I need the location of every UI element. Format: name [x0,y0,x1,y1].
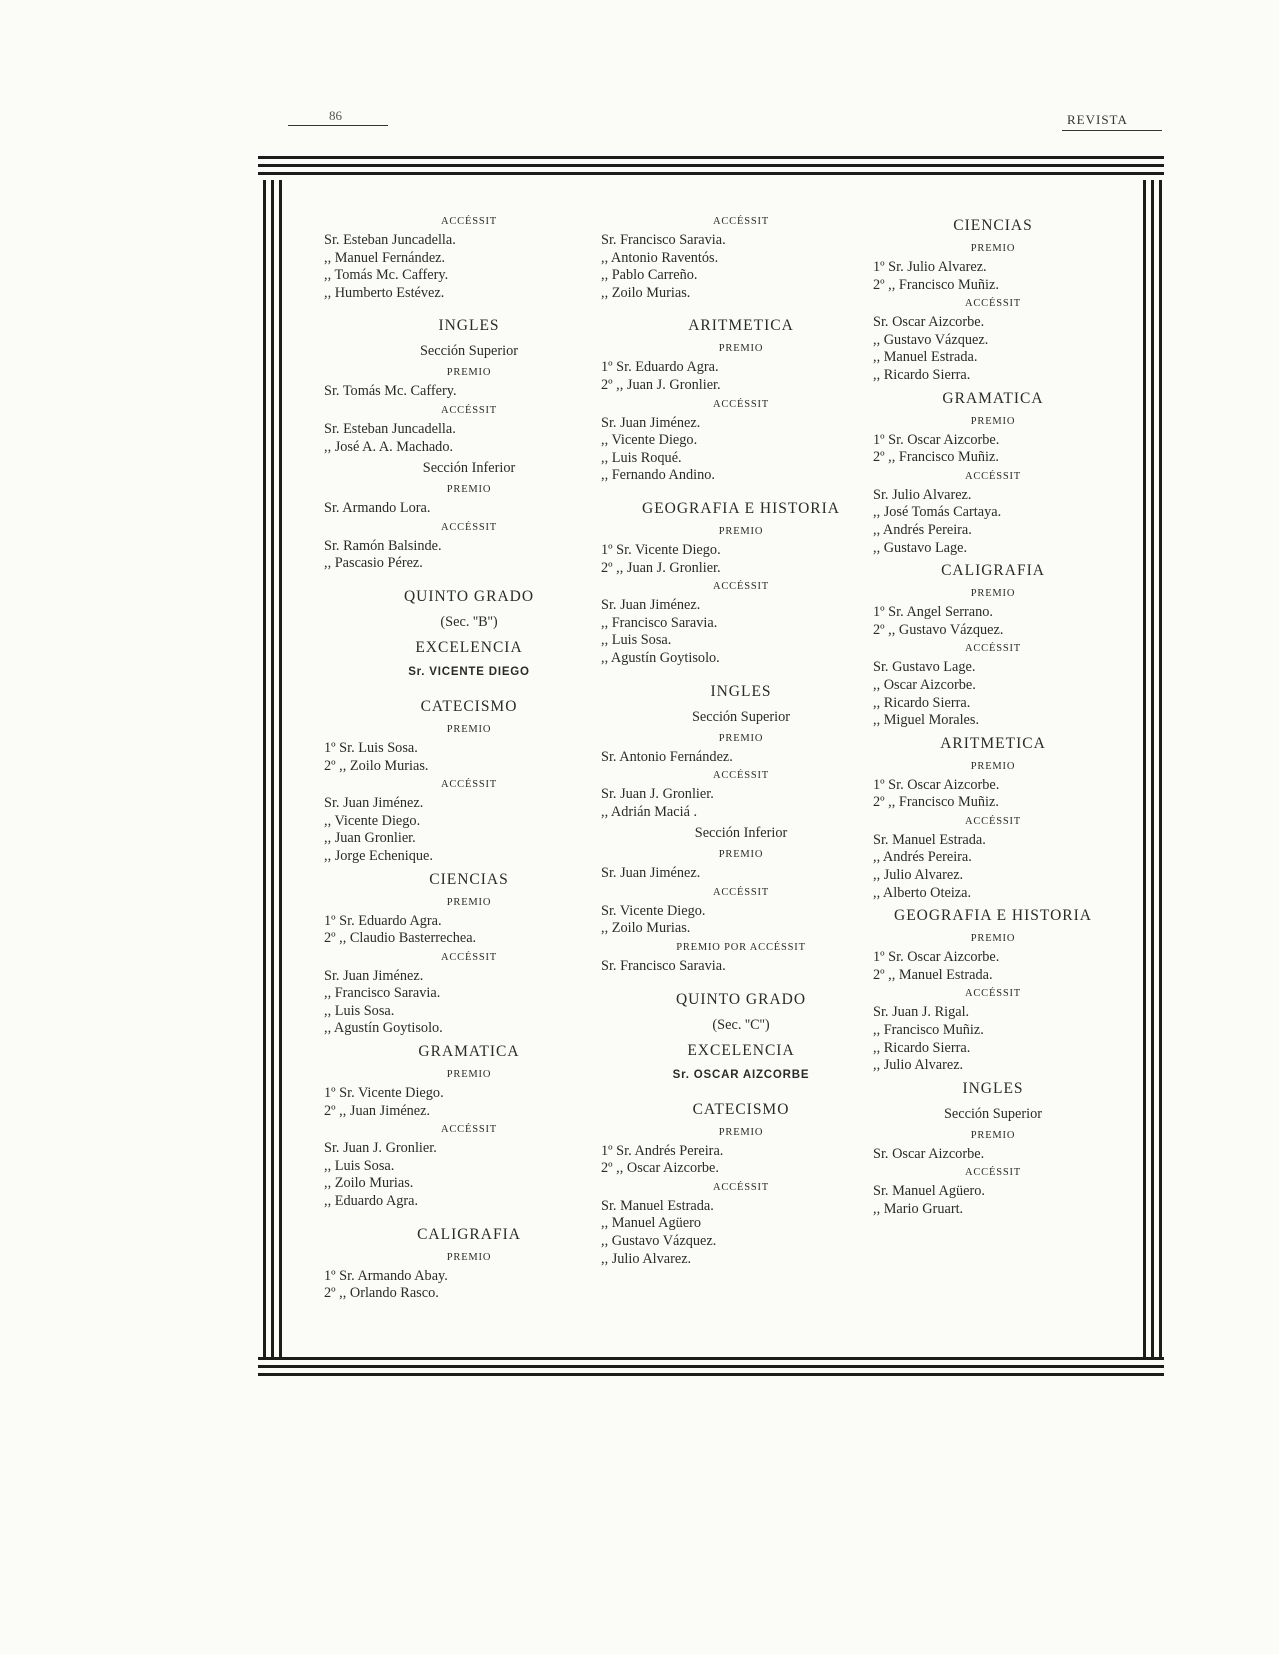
honoree-line: Sr. Tomás Mc. Caffery. [324,383,457,400]
honoree-line: ,, Gustavo Vázquez. [873,331,989,348]
award-label: PREMIO [970,588,1016,600]
honoree-line: 1º Sr. Oscar Aizcorbe. [873,949,1000,966]
section-heading: INGLES [962,1079,1024,1097]
award-label: ACCÉSSIT [441,779,497,791]
section-heading: QUINTO GRADO [403,587,535,605]
honoree-line: ,, Luis Sosa. [324,1157,395,1174]
spacer [324,683,614,693]
honoree-line: ,, José Tomás Cartaya. [873,504,1002,521]
honoree-line: ,, José A. A. Machado. [324,438,454,455]
top-rule-2 [258,164,1164,167]
honoree-line: ,, Jorge Echenique. [324,847,433,864]
column-right [873,212,1113,1219]
honoree-line: ,, Ricardo Sierra. [873,1039,971,1056]
subsection-heading: (Sec. ''C'') [712,1016,770,1033]
subsection-heading: Sección Superior [419,343,519,360]
section-heading: CIENCIAS [953,217,1033,234]
honoree-line: ,, Fernando Andino. [601,467,715,484]
honoree-line: Sr. Francisco Saravia. [601,232,726,248]
honoree-line: Sr. Ramón Balsinde. [324,537,442,554]
honoree-line: 1º Sr. Eduardo Agra. [324,912,442,929]
honoree-line: Sr. Juan Jiménez. [601,865,701,882]
honoree-line: 1º Sr. Vicente Diego. [324,1085,444,1102]
section-heading: CIENCIAS [429,870,509,888]
honoree-line: 1º Sr. Angel Serrano. [873,604,993,621]
subsection-heading: Sección Superior [691,708,791,725]
left-frame-line-3 [279,180,282,1357]
spacer [601,976,881,986]
honoree-line: 1º Sr. Eduardo Agra. [601,359,719,376]
award-label: PREMIO [446,896,492,908]
honoree-line: ,, Antonio Raventós. [601,249,719,266]
section-heading: INGLES [438,317,500,335]
honoree-line: ,, Ricardo Sierra. [873,694,971,711]
award-label: PREMIO [446,1251,492,1263]
subsection-heading: Sección Inferior [694,825,788,842]
award-label: PREMIO [970,415,1016,427]
honoree-line: ,, Eduardo Agra. [324,1193,419,1210]
honoree-line: 1º Sr. Oscar Aizcorbe. [873,431,1000,448]
honoree-line: ,, Zoilo Murias. [324,1175,414,1192]
subsection-heading: Sección Superior [943,1105,1043,1122]
honoree-line: ,, Andrés Pereira. [873,521,972,538]
section-heading: CALIGRAFIA [941,562,1045,580]
honoree-line: ,, Luis Sosa. [601,632,672,649]
award-label: ACCÉSSIT [713,1181,769,1193]
spacer [324,573,614,583]
honoree-line: Sr. Juan Jiménez. [601,597,701,614]
award-label: PREMIO [718,525,764,537]
excellence-name: Sr. OSCAR AIZCORBE [672,1068,810,1081]
honoree-line: ,, Pascasio Pérez. [324,555,423,572]
honoree-line: Sr. Julio Alvarez. [873,486,972,503]
award-label: PREMIO [970,243,1016,254]
bottom-rule-1 [258,1357,1164,1360]
honoree-line: ,, Manuel Fernández. [324,249,446,266]
honoree-line: ,, Francisco Saravia. [324,985,441,1002]
honoree-line: Sr. Juan J. Gronlier. [324,1140,437,1157]
subsection-heading: (Sec. ''B'') [440,613,498,630]
honoree-line: Sr. Armando Lora. [324,500,431,517]
award-label: PREMIO [446,484,492,496]
honoree-line: ,, Miguel Morales. [873,712,980,729]
section-heading: EXCELENCIA [687,1041,795,1059]
honoree-line: 2º ,, Juan J. Gronlier. [601,559,721,576]
honoree-line: Sr. Juan J. Rigal. [873,1004,970,1021]
award-label: ACCÉSSIT [965,815,1021,827]
running-title-rule [1062,130,1162,131]
award-label: PREMIO [718,343,764,355]
honoree-line: Sr. Juan Jiménez. [324,795,424,812]
award-label: PREMIO [970,760,1016,772]
column-middle [601,212,881,1268]
honoree-line: ,, Juan Gronlier. [324,830,416,847]
honoree-line: Sr. Oscar Aizcorbe. [873,1145,985,1162]
honoree-line: ,, Agustín Goytisolo. [601,649,720,666]
honoree-line: Sr. Oscar Aizcorbe. [873,314,985,331]
spacer [601,1086,881,1096]
bottom-rule-2 [258,1365,1164,1368]
award-label: PREMIO [446,723,492,735]
award-label: ACCÉSSIT [713,398,769,410]
section-heading: ARITMETICA [940,734,1046,752]
award-label: PREMIO [446,367,492,379]
section-heading: CALIGRAFIA [417,1225,521,1243]
honoree-line: Sr. Esteban Juncadella. [324,232,456,248]
honoree-line: ,, Zoilo Murias. [601,284,691,301]
page-number: 86 [329,108,342,123]
section-heading: GRAMATICA [418,1043,520,1061]
honoree-line: Sr. Juan Jiménez. [324,967,424,984]
top-rule-1 [258,156,1164,159]
honoree-line: ,, Zoilo Murias. [601,920,691,937]
award-label: PREMIO [718,849,764,861]
honoree-line: ,, Manuel Agüero [601,1215,702,1232]
section-heading: EXCELENCIA [415,638,523,656]
award-label: ACCÉSSIT [713,216,769,227]
bottom-rule-3 [258,1373,1164,1376]
section-heading: CATECISMO [420,697,518,715]
award-label: ACCÉSSIT [441,1124,497,1136]
honoree-line: Sr. Juan Jiménez. [601,414,701,431]
honoree-line: 2º ,, Manuel Estrada. [873,966,993,983]
honoree-line: ,, Julio Alvarez. [601,1250,692,1267]
honoree-line: ,, Alberto Oteiza. [873,884,972,901]
honoree-line: 1º Sr. Luis Sosa. [324,739,418,756]
right-frame-line-2 [1151,180,1154,1357]
honoree-line: Sr. Manuel Estrada. [601,1197,714,1214]
right-frame-line-1 [1143,180,1146,1357]
honoree-line: ,, Humberto Estévez. [324,284,445,301]
award-label: ACCÉSSIT [713,886,769,898]
honoree-line: ,, Pablo Carreño. [601,267,698,284]
subsection-heading: Sección Inferior [422,460,516,477]
honoree-line: 2º ,, Francisco Muñiz. [873,794,999,811]
honoree-line: Sr. Manuel Estrada. [873,831,986,848]
honoree-line: ,, Tomás Mc. Caffery. [324,267,449,284]
award-label: ACCÉSSIT [441,521,497,533]
spacer [324,302,614,312]
spacer [601,302,881,312]
honoree-line: Sr. Esteban Juncadella. [324,420,456,437]
award-label: PREMIO [718,732,764,744]
running-title: REVISTA [1067,112,1128,127]
honoree-line: 2º ,, Juan Jiménez. [324,1102,431,1119]
honoree-line: 2º ,, Francisco Muñiz. [873,449,999,466]
award-label: ACCÉSSIT [441,216,497,227]
spacer [324,1211,614,1221]
honoree-line: ,, Andrés Pereira. [873,849,972,866]
excellence-name: Sr. VICENTE DIEGO [408,665,530,678]
honoree-line: 2º ,, Juan J. Gronlier. [601,376,721,393]
honoree-line: Sr. Gustavo Lage. [873,659,976,676]
honoree-line: ,, Manuel Estrada. [873,349,978,366]
award-label: PREMIO POR ACCÉSSIT [676,942,806,954]
left-frame-line-1 [263,180,266,1357]
section-heading: QUINTO GRADO [675,990,807,1008]
spacer [601,668,881,678]
honoree-line: Sr. Manuel Agüero. [873,1183,985,1200]
honoree-line: ,, Agustín Goytisolo. [324,1020,443,1037]
section-heading: ARITMETICA [688,317,794,335]
section-heading: GEOGRAFIA E HISTORIA [642,499,840,517]
right-frame-line-3 [1159,180,1162,1357]
award-label: ACCÉSSIT [441,404,497,416]
honoree-line: ,, Oscar Aizcorbe. [873,676,976,693]
honoree-line: ,, Vicente Diego. [601,432,698,449]
section-heading: GRAMATICA [942,389,1044,407]
section-heading: INGLES [710,682,772,700]
honoree-line: Sr. Juan J. Gronlier. [601,786,714,803]
page-number-rule [288,125,388,126]
top-rule-3 [258,172,1164,175]
honoree-line: ,, Luis Roqué. [601,449,682,466]
honoree-line: 1º Sr. Vicente Diego. [601,541,721,558]
honoree-line: ,, Francisco Muñiz. [873,1022,984,1039]
section-heading: GEOGRAFIA E HISTORIA [894,907,1092,925]
left-frame-line-2 [271,180,274,1357]
honoree-line: 2º ,, Gustavo Vázquez. [873,621,1004,638]
award-label: ACCÉSSIT [441,951,497,963]
award-label: PREMIO [970,933,1016,945]
honoree-line: Sr. Francisco Saravia. [601,958,726,975]
honoree-line: 2º ,, Oscar Aizcorbe. [601,1160,719,1177]
honoree-line: Sr. Vicente Diego. [601,902,706,919]
honoree-line: 1º Sr. Oscar Aizcorbe. [873,776,1000,793]
section-heading: CATECISMO [692,1100,790,1118]
award-label: ACCÉSSIT [965,1167,1021,1179]
honoree-line: 2º ,, Zoilo Murias. [324,757,429,774]
honoree-line: ,, Adrián Maciá . [601,803,698,820]
honoree-line: ,, Gustavo Lage. [873,539,968,556]
honoree-line: ,, Gustavo Vázquez. [601,1233,717,1250]
award-label: ACCÉSSIT [965,988,1021,1000]
award-label: ACCÉSSIT [965,470,1021,482]
honoree-line: 2º ,, Claudio Basterrechea. [324,930,477,947]
honoree-line: ,, Julio Alvarez. [873,867,964,884]
honoree-line: ,, Julio Alvarez. [873,1057,964,1074]
column-left [324,212,614,1303]
award-label: ACCÉSSIT [713,770,769,782]
award-label: ACCÉSSIT [965,643,1021,655]
honoree-line: ,, Mario Gruart. [873,1201,964,1217]
award-label: PREMIO [446,1069,492,1081]
honoree-line: Sr. Antonio Fernández. [601,748,733,765]
honoree-line: 2º ,, Orlando Rasco. [324,1285,439,1302]
honoree-line: 1º Sr. Julio Alvarez. [873,259,987,275]
honoree-line: ,, Luis Sosa. [324,1002,395,1019]
award-label: PREMIO [718,1126,764,1138]
honoree-line: ,, Ricardo Sierra. [873,366,971,383]
honoree-line: 2º ,, Francisco Muñiz. [873,276,999,293]
award-label: ACCÉSSIT [713,581,769,593]
award-label: ACCÉSSIT [965,298,1021,310]
spacer [601,485,881,495]
award-label: PREMIO [970,1129,1016,1141]
honoree-line: 1º Sr. Armando Abay. [324,1267,448,1284]
honoree-line: 1º Sr. Andrés Pereira. [601,1142,724,1159]
honoree-line: ,, Francisco Saravia. [601,614,718,631]
honoree-line: ,, Vicente Diego. [324,812,421,829]
